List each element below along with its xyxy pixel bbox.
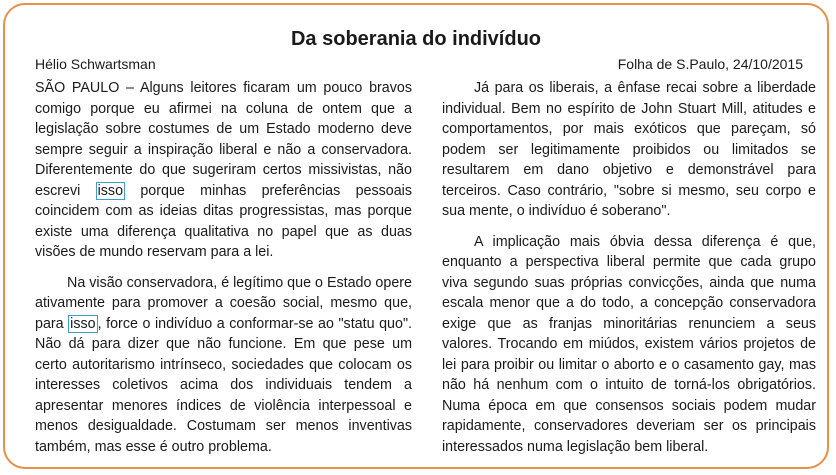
article-frame (3, 3, 829, 469)
paragraph-2 (35, 273, 412, 458)
highlighted-word-isso: isso (97, 182, 124, 199)
paragraph-1-text-b: porque minhas preferências pessoais coincidem com as ideias ditas progressistas, mas porque existe uma diferença qualitativa no papel que as duas visões de mundo reservam para a lei. (35, 182, 412, 260)
left-column (35, 78, 412, 467)
article-meta (35, 55, 803, 73)
paragraph-2-text-a: Na visão conservadora, é legítimo que o Estado opere ativamente para promover a coesão social, mesmo que, para (35, 274, 412, 332)
right-column (442, 78, 816, 467)
highlighted-word-isso: isso (70, 315, 96, 332)
paragraph-3: Já para os liberais, a ênfase recai sobre a liberdade individual. Bem no espírito de John Stuart Mill, atitudes e comportamentos, por mais exóticos que pareçam, só podem ser legitimamente proibidos ou limitados se resultarem em dano objetivo e demonstrável para terceiros. Caso contrário, "sobre si mesmo, seu corpo e sua mente, o indivíduo é soberano". (442, 80, 816, 219)
paragraph-2-text-b: , force o indivíduo a conformar-se ao "statu quo". Não dá para dizer que não funcione. Em que pese um certo autoritarismo intrínseco, sociedades que colocam os interesses coletivos acima dos individuais tendem a apresentar menores índices de violência interpessoal e menos desigualdade. Costumam ser menos inventivas também, mas esse é outro problema. (35, 315, 412, 455)
article-author: Hélio Schwartsman (35, 56, 156, 72)
paragraph-4: A implicação mais óbvia dessa diferença é que, enquanto a perspectiva liberal permite que cada grupo viva segundo suas próprias convicções, ainda que numa escala menor que a do todo, a concepção conservadora exige que as franjas minoritárias renunciem a seus valores. Trocando em miúdos, existem vários projetos de lei para proibir ou limitar o aborto e o casamento gay, mas não há nenhum com o intuito de torná-los obrigatórios. Numa época em que consensos sociais podem mudar rapidamente, conservadores deveriam ser os principais interessados numa legislação bem liberal. (442, 233, 816, 455)
article-source: Folha de S.Paulo, 24/10/2015 (617, 56, 803, 72)
article-title: Da soberania do indivíduo (290, 28, 542, 50)
paragraph-1-text-a: SÃO PAULO – Alguns leitores ficaram um pouco bravos comigo porque eu afirmei na coluna de ontem que a legislação sobre costumes de um Estado moderno deve sempre seguir a inspiração liberal e não a conservadora. Diferentemente do que sugeriram certos missivistas, não escrevi (35, 80, 412, 199)
paragraph-1 (35, 78, 412, 263)
